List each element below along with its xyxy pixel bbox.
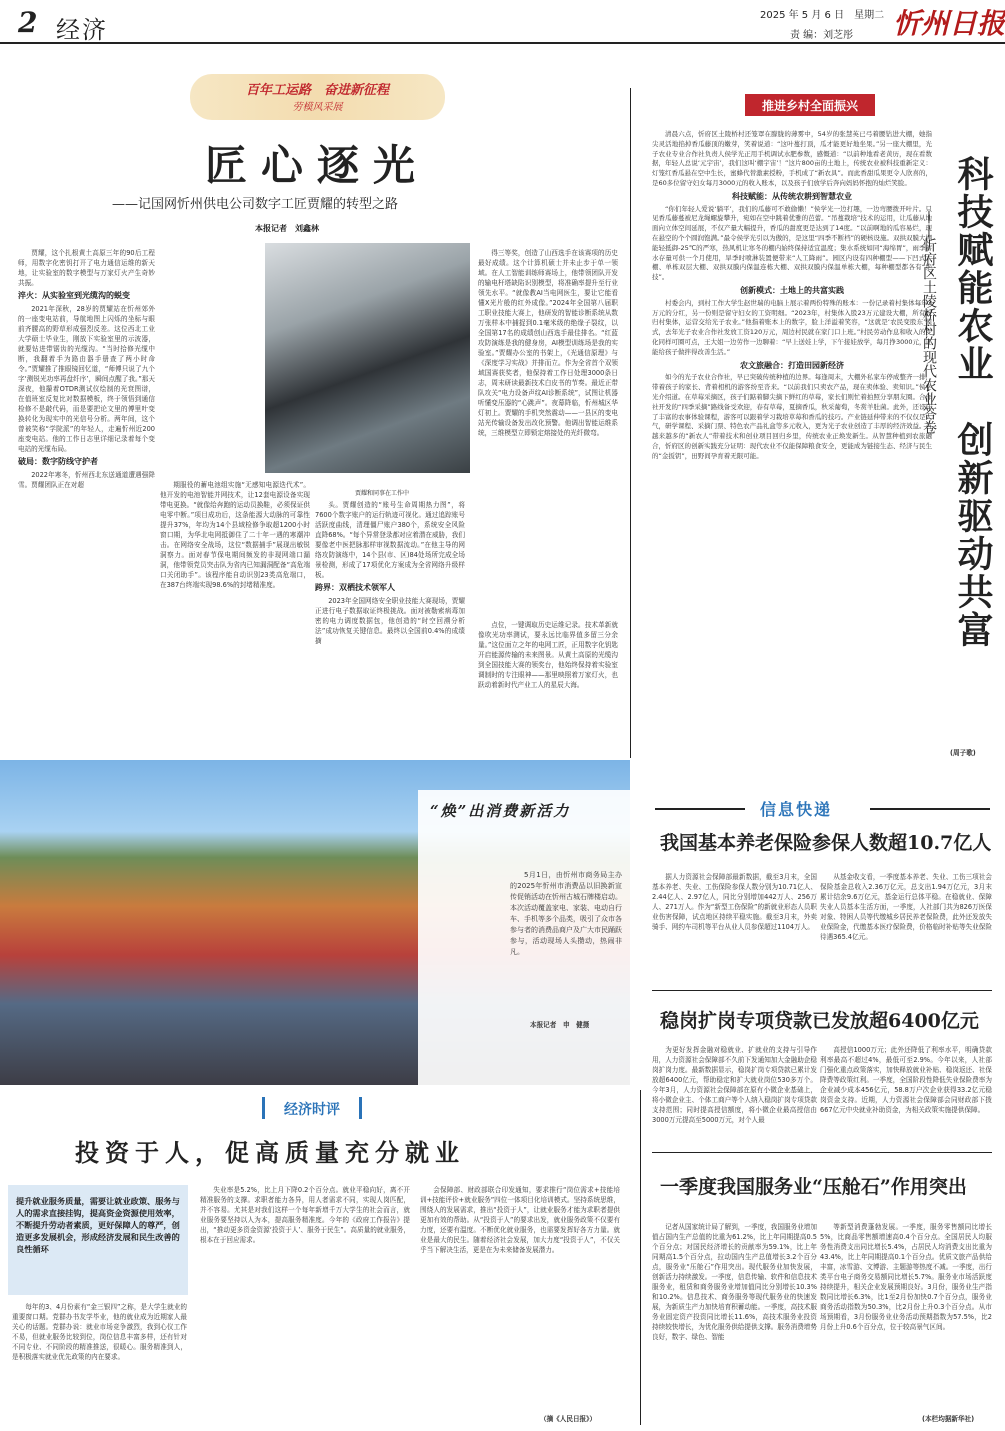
para: 每年的3、4月份素有“金三银四”之称，是大学生就业的重要窗口期。党群办书友学毕业，他的就业成为近期家人最关心的话题。党群办说：就业市场竞争激烈，我到心仪工作不易，但就业服务比较到位，岗位信息丰富多样，还有针对不同专业、不同阶段的精准推送，很暖心。服务精准到人，是积极落实就业优先政策的内在要求。 [12,1303,187,1361]
photo-caption: 贾耀和同事在工作中 [355,490,410,497]
info-headline-3: 一季度我国服务业“压舱石”作用突出 [660,1176,967,1198]
info-article-2a [652,1045,817,1145]
consume-text [510,870,622,1020]
article-col1 [18,248,155,698]
para: 如今的光子农业合作社，早已突破传统种植的边界。每逢周末，大棚外私家车停成整齐一排，带着孩子的家长、背着相机的游客纷至沓来。“以前我们只卖农产品，现在卖体验、卖知识。”侯学光介绍道。在草莓采摘区，孩子们踮着脚尖摘下鲜红的草莓，家长们则忙着拍照分享朋友圈。合作社开发的“四季采摘”路线备受欢迎，春有草莓，夏摘香瓜，秋采葡萄，冬赏羊肚菌。此外，还设计了丰富的农事体验课程，游客可以跟着学习栽培草莓和香瓜的技巧。产业链延伸带来的不仅仅是人气，研学课程、采摘门票、特色农产品礼盒等多元收入，更为光子农业创造了丰厚的经济效益。当越来越多的“新农人”带着技术和创业项目回归乡里，传统农业正焕发新生。从智慧种植到农旅融合，忻府区的创新实践充分证明：现代农业不仅能保障粮食安全，更能成为链接生态、经济与民生的“金扳钥”，田野间孕育着无限可能。 [652,373,932,460]
article-col3 [315,500,465,700]
info-article-3b [820,1222,992,1412]
info-byline: (本栏均据新华社) [922,1415,975,1423]
bottom-divider [640,1090,641,1425]
para: 会保障部、财政部联合印发通知，要求推行“岗位需求+技能培训+技能评价+就业服务”四位一体项目化培训模式。坚持系统思维，围绕人的发展需求，推出“投资于人”，让就业服务才能为求职者提供更加有效的帮助。从“投资于人”的要求出发，就业服务政策不仅要有力度，还要有温度。不断优化就业服务，也需要发挥好各方力量。就业是最大的民生。随着经济社会发展，加大力度“投资于人”，不仅关乎当下解决生活，更是在为未来储备发展潜力。 [420,1186,620,1254]
para: 据人力资源社会保障部最新数据，截至3月末，全国基本养老、失业、工伤保险参保人数分别为10.71亿人、2.44亿人、2.97亿人，同比分别增加442万人、256万人、271万人。作为“新型工伤保险”的新就业形态人员职业伤害保障，试点地区持续平稳实施。截至3月末，外卖骑手、网约车司机等平台从业人员参保超过1104万人。 [652,873,817,931]
econ-lead: 提升就业服务质量，需要让就业政策、服务与人的需求直接挂钩，提高资金资源使用效率，不断提升劳动者素质，更好保障人的尊严，创造更多发展机会，形成经济发展和民生改善的良性循环 [16,1196,180,1254]
info-rule-left [655,808,745,810]
para: “你们年轻人爱说‘躺平’，我们的瓜藤可不敢偷懒！”侯学光一边打趣，一边弯腰拨开叶片。只见香瓜藤蔓被尼龙绳螺旋攀升，宛如在空中跳着优雅的芭蕾。“吊蔓栽培”技术的运用，让瓜藤从地面向立体空间延展，不仅产量大幅提升，香瓜的甜度更是达到了14度。“以前啊地的瓜容易烂，现在悬空的个个圆润饱满。”最令侯学光引以为傲的，是这里“四季不断档”的硬核设施。双拱双膜大棚能轻抵御-25℃的严寒，热风机让寒冬的棚内始终保持适宜温度；集水系统如同“海绵胃”，雨季蓄水存量可供一个月使用，旱季时喷淋装置便带来“人工降雨”。园区内设有四种棚型——下凹式大棚、单栋双层大棚、双拱双膜内保温连栋大棚、双拱双膜内保温单栋大棚，每种棚型都各有“绝技”。 [652,204,932,282]
info-article-3a [652,1222,817,1424]
para: 从基金收支看，一季度基本养老、失业、工伤三项社会保险基金总收入2.36万亿元，总支出1.94万亿元，3月末累计结余9.6万亿元，基金运行总体平稳。在稳就业、保障失业人员基本生活方面，一季度，人社部门共为826万医保对象、特困人员等代缴城乡居民养老保险费，此外还发放失业保险金，代缴基本医疗保险费，价格临时补贴等失业保险待遇365.4亿元。 [820,873,992,941]
para: 清晨六点，忻府区土陵桥村还笼罩在朦胧的薄雾中，54岁的张慧英已弓着腰钻进大棚，她指尖灵活地掐掉香瓜藤顶的嫩芽，笑着说道：“这叶蔓打顶，瓜才能更好地坐果。”另一座大棚里，光子农业专业合作社负责人侯学光正用手机调试水肥参数，感慨道：“以前种地看老黄历，现在看数据，年轻人总说‘元宇宙’，我们这叫‘棚宇宙’！”这片800亩的土地上，传统农业被科技重新定义：灯笼红香瓜悬在空中生长，蜜蜂代替激素授粉，手机成了“新农具”。而此香甜瓜果更令人欣喜的，是60多位留守妇女每月3000元的收入账本，以及孩子们放学后奔向妈妈怀抱的灿烂笑脸。 [652,130,932,187]
para: 为更好发挥金融对稳就业、扩就业的支持与引导作用，人力资源社会保障部不久前下发通知加大金融助企稳岗扩岗力度。最新数据显示，稳岗扩岗专项贷款已累计发放超6400亿元，帮助稳定和扩大就业岗位530多万个。今年3月，人力资源社会保障部在原有小微企业基础上，将小微企业主、个体工商户等个人纳入稳岗扩岗专项贷款支持范围；同时提高授信额度，将小微企业最高授信由3000万元提高至5000万元，对个人最 [652,1046,817,1124]
info-divider-2 [652,1152,992,1153]
subhead: 破局：数字防线守护者 [18,457,98,466]
rural-headline: 科技赋能农业 创新驱动共富 [952,155,994,649]
info-article-1a [652,872,817,982]
column-divider [630,88,631,758]
para: 2021年深秋，28岁的贾耀站在忻州郊外的一座变电站前，导航地图上闪烁的坐标与眼前齐腰高的野草形成强烈反差。这位西北工业大学硕士毕业生，刚放下实验室里的示波器，就要钻进带锯齿的光缆沟。“当时拾修光缆中断，我翻着手为路由器手册查了两小时命令。”贾耀推了推眼镜回忆道，“师傅只说了九个字‘测锐光功率再盘纤序’，瞬间点醒了我。”那天深夜，他攥着OTDR测试仪绘制的光衰图谱，在值班室反复比对数据模板，终于领悟到通信检修不是敲代码，而是要把论文里的傅里叶变换转化为现实中的光信号分析。两年间，这个曾被笑称“学院派”的年轻人，走遍忻州近200座变电站。他的工作日志里详细记录着每个变电站的光缆布局。 [18,305,155,453]
subhead: 创新模式：土地上的共富实践 [740,285,844,295]
article-subtitle: ——记国网忻州供电公司数字工匠贾耀的转型之路 [112,197,399,212]
rural-tag-label: 推进乡村全面振兴 [761,99,858,113]
banner-line1: 百年工运路 奋进新征程 [245,83,389,98]
para: 记者从国家统计局了解到，一季度，我国服务业增加值占国内生产总值的比重为61.2%，比上年同期提高0.5个百分点；对国民经济增长的贡献率为59.1%，比上年同期高1.5个百分点，拉动国内生产总值增长3.2个百分点，服务业“压舱石”作用突出。现代服务业加快发展，创新活力持续激发。一季度，信息传输、软件和信息技术服务业，租赁和商务服务业增加值同比分别增长10.3%和10.2%。信息技术、商务服务等现代服务业的快速发展，为新质生产力加快培育积蓄动能。一季度，高技术服务业固定资产投资同比增长11.6%，高技术服务业投资持续较快增长，为优化服务供给提供支撑。服务消费增势良好，数字、绿色、智能 [652,1223,817,1341]
info-headline-2: 稳岗扩岗专项贷款已发放超6400亿元 [660,1010,979,1032]
econ-tag: 经济时评 [284,1102,340,1118]
section-name: 经济 [56,16,108,44]
rural-subhead: ——忻府区土陵桥村的现代农业答卷 [921,210,937,434]
para: 头。贾耀创造的“账号生命周期热力图”，将7600个数字账户的运行轨迹可视化。通过追踪账号活跃度曲线，清理僵尸账户380个，系统安全风险直降68%。“每个异常登录都对应着潜在威胁，我们要像老中医把脉那样审视数据流动。”在他主导的网络攻防演练中，14个县(市、区)84处场所完成全场景检测，形成了17项优化方案成为全省网络升级样板。 [315,501,465,579]
subhead: 淬火：从实验室到光缆沟的蜕变 [18,291,130,300]
editor-credit: 责 编：刘芝彤 [790,30,854,41]
article-col2 [160,480,310,700]
consume-byline: 本报记者 申 健摄 [530,1021,590,1029]
para: 等新型消费蓬勃发展。一季度，服务零售额同比增长5%，比商品零售额增速高0.4个百分点。全国居民人均服务性消费支出同比增长5.4%，占居民人均消费支出比重为43.4%，比上年同期提高0.1个百分点。优质文旅产品供给丰富，冰雪游、文博游、主题游等热度不减。一季度，出行类平台电子商务交易额同比增长5.7%。服务业市场活跃度持续提升，相关企业发展预期良好。3月份，服务业生产指数同比增长6.3%，比1至2月份加快0.7个百分点，服务业商务活动指数为50.3%，比2月份上升0.3个百分点。从市场预期看，3月份服务业业务活动预期指数为57.5%，比2月份上升0.6个百分点，位于较高景气区间。 [820,1223,992,1331]
para: 期服役的蓄电池组实施“无感知电源迭代术”。他开发的电池智能并网技术，让12套电源设备实现带电更换。“就像给奔跑的运动员换鞋，必须保证供电零中断。”项目成功后，这条能源大动脉的可靠性提升37%，年均为14个县域检修争取超1200小时窗口期，为华北电网抵御住了二十年一遇的寒潮冲击。在网络安全战场，这位“数据捕手”展现出敏锐洞察力。面对春节保电期间频发的非现网端口漏洞，他带领党员突击队为省内已知漏洞配备“高危端口关闭助手”。该程序能自动识别23类高危端口，在387台终端实现98.6%的封堵精准度。 [160,481,310,589]
banner-line2: 劳模风采展 [292,102,343,113]
econ-col3 [420,1185,620,1410]
econ-col1 [12,1302,187,1424]
consume-title: “焕”出消费新活力 [430,802,571,820]
para: 点位，一键调取历史运维记录。技术革新就像吹光功率测试，要永远比临界值多留三分余量。”这位面立之年的电网工匠，正用数字化钥匙开启能源传输的未来图景。从黄土高原的光缆沟到全国技能大赛的领奖台，他始终保持着实验室调制时的专注眼神——那里映照着万家灯火，也跃动着新时代产业工人的星辰大海。 [478,621,618,689]
newspaper-logo: 忻州日报 [893,7,1005,40]
para: 村委会内，到村工作大学生赵世瑞的电脑上展示着两份特殊的账本：一份记录着村集体每年3万元的分红，另一份则是留守妇女的工资明细。“2023年，村集体入股23万元建设大棚，所有权归村集体，运营交给光子农业。”他指着账本上的数字，脸上洋溢着笑容，“这就是‘农民变股东’模式，去年光子农业合作社发放工资120万元，周边村民就在家门口上班。”村民劳动作息和收入的变化同样可圈可点，王大姐一边劳作一边聊着：“早上送娃上学，下午接娃放学，每月挣3000元，还能给孩子做拌得改善生活。” [652,298,932,356]
econ-title: 投资于人，促高质量充分就业 [75,1138,465,1167]
para: 5月1日，由忻州市商务局主办的2025年忻州市消费品以旧换新宣传促销活动在忻州古城石牌楼启动。本次活动覆盖家电、家装、电动自行车、手机等多个品类，吸引了众市各参与者的消费品商户及广大市民踊跃参与，活动现场人头攒动，热闹非凡。 [510,871,622,956]
info-article-2b [820,1045,992,1145]
page-number: 2 [18,6,38,39]
subhead: 科技赋能：从传统农耕到智慧农业 [732,191,852,201]
info-rule-right [870,808,990,810]
issue-date: 2025 年 5 月 6 日 星期二 [760,10,885,21]
para: 2023年全国网络安全职业技能大赛现场，贾耀正进行电子数据取证终极挑战。面对被勒索病毒加密的电力调度数据包，他创造的“时空回溯分析法”成功恢复关键信息。最终以全国前0.4%的成绩摘 [315,597,465,645]
engineers-photo [265,243,470,473]
econ-byline: （摘《人民日报》） [540,1415,597,1423]
subhead: 跨界：双栖技术领军人 [315,583,395,592]
byline: 本报记者 刘鑫林 [255,224,319,233]
para: 失业率是5.2%，比上月下降0.2个百分点。就业平稳向好，离不开精准服务的支撑。求职者能力各异，用人者需求不同，实现人岗匹配，并不容易。尤其是对我们这样一个每年新增千万大学生的社会而言，就业服务要坚持以人为本，提高服务精准度。今年的《政府工作报告》提出，“推动更多资金资源‘投资于人’、服务于民生”。高质量的就业服务，根本在于回应需求。 [200,1186,410,1244]
rural-body [652,130,932,742]
article-col4 [478,248,618,618]
para: 高授信1000万元；此外还降低了利率水平，明确贷款利率最高不超过4%，最低可至2.9%。今年以来，人社部门强化重点政策落实，加快释放就业补贴、稳岗返还、社保降费等政策红利。一季度，全国阶段性降低失业保险费率为企业减少成本456亿元，58.8万户次企业获得33.2亿元稳岗资金支持。近期，人力资源社会保障部会同财政部下拨667亿元中央就业补助资金，为相关政策实施提供保障。 [820,1046,992,1114]
para: 2022年寒冬，忻州西北东送通道遭遇强降雪。贾耀团队正在对超 [18,471,155,489]
article-col5 [478,620,618,700]
info-headline-1: 我国基本养老保险参保人数超10.7亿人 [660,832,992,854]
info-article-1b [820,872,992,982]
para: 贾耀，这个扎根黄土高原三年的90后工程师，用数字化密钥打开了电力通信运维的新天地，让实验室的数字模型与万家灯火产生奇妙共振。 [18,249,155,287]
econ-col2 [200,1185,410,1425]
rural-byline: (周子歌) [950,749,976,757]
subhead: 农文旅融合：打造田园新经济 [740,360,844,370]
info-divider-1 [652,990,992,991]
article-title: 匠心逐光 [205,141,430,190]
para: 得三等奖，创造了山西选手在该赛项的历史最好成绩。这个计算机硕士并未止步于单一领域。在人工智能训练师赛场上，他带领团队开发的输电杆塔缺陷识别模型，将准确率提升至行业领先水平。“就像教AI当电网医生，要让它能看懂X光片般的红外成像。”2024年全国第八届职工职业技能大赛上，他研发的智能诊断系统从数万张样本中捕捉到0.1毫米级的绝缘子裂纹，以全国第17名的成绩创山西选手最佳排名。“红蓝攻防演练是我的健身房，AI模型训练场是我的实验室。”贾耀办公室的书架上，《光通信原理》与《深度学习实战》并排而立。作为全省首个双领域国赛获奖者，他保持着工作日处理3000条日志，周末研读最新技术白皮书的节奏。最近正带队攻关“电力设备声纹AI诊断系统”，试图让机器听懂变压器的“心跳声”。夜幕降临，忻州城区华灯初上。贾耀的手机突然震动——一县区的变电站光传输设备发出改化预警。他调出智能运维系统，三维模型立即锁定熔接处的光纤微弯。 [478,249,618,437]
info-tag: 信息快递 [760,800,833,819]
